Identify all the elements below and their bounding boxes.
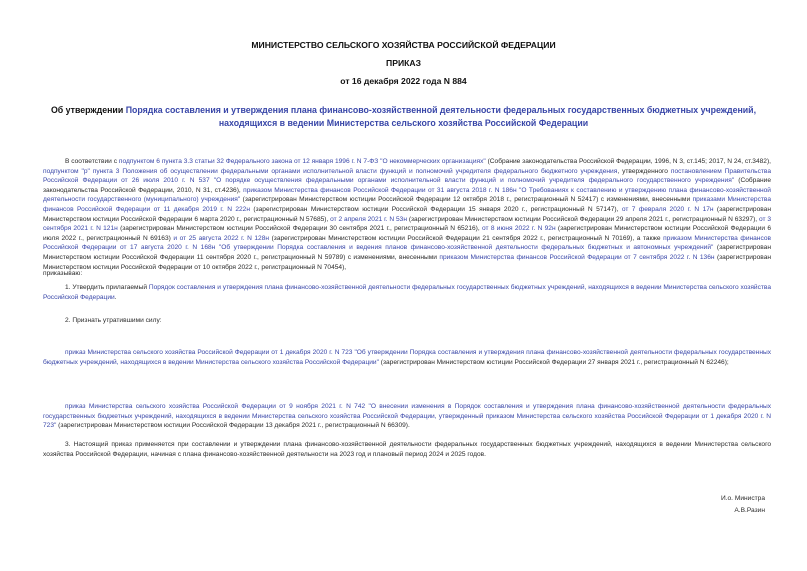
orders-label: приказываю: xyxy=(43,270,83,277)
title-link[interactable]: Порядка составления и утверждения плана финансово-хозяйственной деятельности федеральных государственных бюджетных учреждений, находящихся в ведении Министерства сельского хозяйства Российской Федерации xyxy=(125,105,757,128)
text-segment: (зарегистрирован Министерством юстиции Российской Федерации 21 сентября 2022 г., регистрационный N 70169), а также xyxy=(269,234,664,242)
item-1-paragraph xyxy=(43,283,771,302)
text-segment: (зарегистрирован Министерством юстиции Российской Федерации 12 октября 2018 г., регистрационный N 52417) с изменениями, внесенными xyxy=(240,196,693,204)
signature-position: И.о. Министра xyxy=(720,495,765,502)
text-segment: 1. Утвердить прилагаемый xyxy=(65,284,149,291)
legal-reference-link[interactable]: приказом Министерства финансов Российской Федерации от 17 августа 2020 г. N 168н "Об утверждении Порядка составления и ведения планов финансово-хозяйственной деятельности федеральных бюджетных и автономных учреждений" xyxy=(43,234,771,252)
text-segment: . xyxy=(114,293,117,301)
text-segment: (зарегистрирован Министерством юстиции Российской Федерации 6 июля 2022 г., регистрационный N 69163) xyxy=(43,225,772,242)
text-segment: (зарегистрирован Министерством юстиции Российской Федерации 27 января 2021 г., регистрационный N 62246); xyxy=(378,358,729,366)
legal-reference-link[interactable]: приказ Министерства сельского хозяйства Российской Федерации от 1 декабря 2020 г. N 723 "Об утверждении Порядка составления и утверждения плана финансово-хозяйственной деятельности федеральных государственных бюджетных учреждений, находящихся в ведении Министерства сельского хозяйства Российской Федерации" xyxy=(43,349,771,366)
text-segment: (зарегистрирован Министерством юстиции Российской Федерации 13 декабря 2021 г., регистрационный N 66309). xyxy=(56,422,410,430)
document-title xyxy=(30,104,777,129)
ministry-heading: МИНИСТЕРСТВО СЕЛЬСКОГО ХОЗЯЙСТВА РОССИЙСКОЙ ФЕДЕРАЦИИ xyxy=(251,40,556,50)
legal-reference-link[interactable]: подпунктом 6 пункта 3.3 статьи 32 Федерального закона от 12 января 1996 г. N 7-ФЗ "О некоммерческих организациях" xyxy=(118,158,486,165)
legal-reference-link[interactable]: приказ Министерства сельского хозяйства Российской Федерации от 9 ноября 2021 г. N 742 "О внесении изменения в Порядок составления и утверждения плана финансово-хозяйственной деятельности федеральных государственных бюджетных учреждений, находящихся в ведении Министерства сельского хозяйства Российской Федерации, утвержденный приказом Министерства сельского хозяйства Российской Федерации от 1 декабря 2020 г. N 723" xyxy=(43,403,771,430)
text-segment: , утвержденного xyxy=(617,167,671,175)
legal-reference-link[interactable]: приказом Министерства финансов Российской Федерации от 31 августа 2018 г. N 186н "О Требованиях к составлению и утверждению плана финансово-хозяйственной деятельности государственного (муниципального) учреждения" xyxy=(43,186,771,204)
text-segment: (зарегистрирован Министерством юстиции Российской Федерации 15 января 2020 г., регистрационный N 57147), xyxy=(250,205,622,213)
date-number-heading: от 16 декабря 2022 года N 884 xyxy=(340,76,467,86)
item-3-paragraph: 3. Настоящий приказ применяется при составлении и утверждении плана финансово-хозяйственной деятельности федеральных государственных бюджетных учреждений, находящихся в ведении Министерства сельского хозяйства Российской Федерации, начиная с плана финансово-хозяйственной деятельности на 2023 год и плановый период 2024 и 2025 годов. xyxy=(43,441,771,458)
item-2a-paragraph xyxy=(43,348,771,367)
legal-reference-link[interactable]: Порядок составления и утверждения плана финансово-хозяйственной деятельности федеральных государственных бюджетных учреждений, находящихся в ведении Министерства сельского хозяйства Российской Федерации xyxy=(43,284,771,301)
item-2-label: 2. Признать утратившими силу: xyxy=(65,317,162,324)
legal-reference-link[interactable]: от 3 сентября 2021 г. N 121н xyxy=(43,215,771,233)
text-segment: (зарегистрирован Министерством юстиции Российской Федерации 11 сентября 2020 г., регистрационный N 59789) с изменениями, внесенными xyxy=(43,244,771,261)
text-segment: (зарегистрирован Министерством юстиции Российской Федерации от 10 октября 2022 г., регистрационный N 70454), xyxy=(43,253,771,271)
doc-type-heading: ПРИКАЗ xyxy=(386,58,421,68)
text-segment: В соответствии с xyxy=(65,158,119,165)
text-segment: (зарегистрирован Министерством юстиции Российской Федерации 6 марта 2020 г., регистрационный N 57685), xyxy=(43,205,771,223)
legal-reference-link[interactable]: подпунктом "р" пункта 3 Положения об осуществлении федеральными органами исполнительной власти функций и полномочий учредителя федерального бюджетного учреждения xyxy=(43,167,618,175)
legal-reference-link[interactable]: постановлением Правительства Российской Федерации от 26 июля 2010 г. N 537 "О порядке осуществления федеральными органами исполнительной власти функций и полномочий учредителя федерального государственного учреждения" xyxy=(43,167,772,185)
legal-reference-link[interactable]: от 7 февраля 2020 г. N 17н xyxy=(621,205,714,213)
signature-name: А.В.Разин xyxy=(734,507,765,514)
preamble-paragraph xyxy=(43,157,771,272)
item-2b-paragraph xyxy=(43,402,771,431)
text-segment: (зарегистрирован Министерством юстиции Российской Федерации 30 сентября 2021 г., регистрационный N 65216), xyxy=(117,225,482,233)
legal-reference-link[interactable]: от 2 апреля 2021 г. N 53н xyxy=(330,215,407,223)
legal-reference-link[interactable]: от 8 июня 2022 г. N 92н xyxy=(481,225,556,233)
text-segment: (Собрание законодательства Российской Федерации, 2010, N 31, ст.4236), xyxy=(43,177,771,194)
text-segment: (Собрание законодательства Российской Федерации, 1996, N 3, ст.145; 2017, N 24, ст.3482), xyxy=(485,158,771,165)
title-prefix: Об утверждении xyxy=(50,105,126,115)
legal-reference-link[interactable]: приказами Министерства финансов Российской Федерации от 11 декабря 2019 г. N 222н xyxy=(43,196,771,213)
legal-reference-link[interactable]: и от 25 августа 2022 г. N 128н xyxy=(173,234,270,242)
text-segment: (зарегистрирован Министерством юстиции Российской Федерации 29 апреля 2021 г., регистрационный N 63297), xyxy=(406,215,759,223)
legal-reference-link[interactable]: приказом Министерства финансов Российской Федерации от 7 сентября 2022 г. N 136н xyxy=(439,253,715,261)
